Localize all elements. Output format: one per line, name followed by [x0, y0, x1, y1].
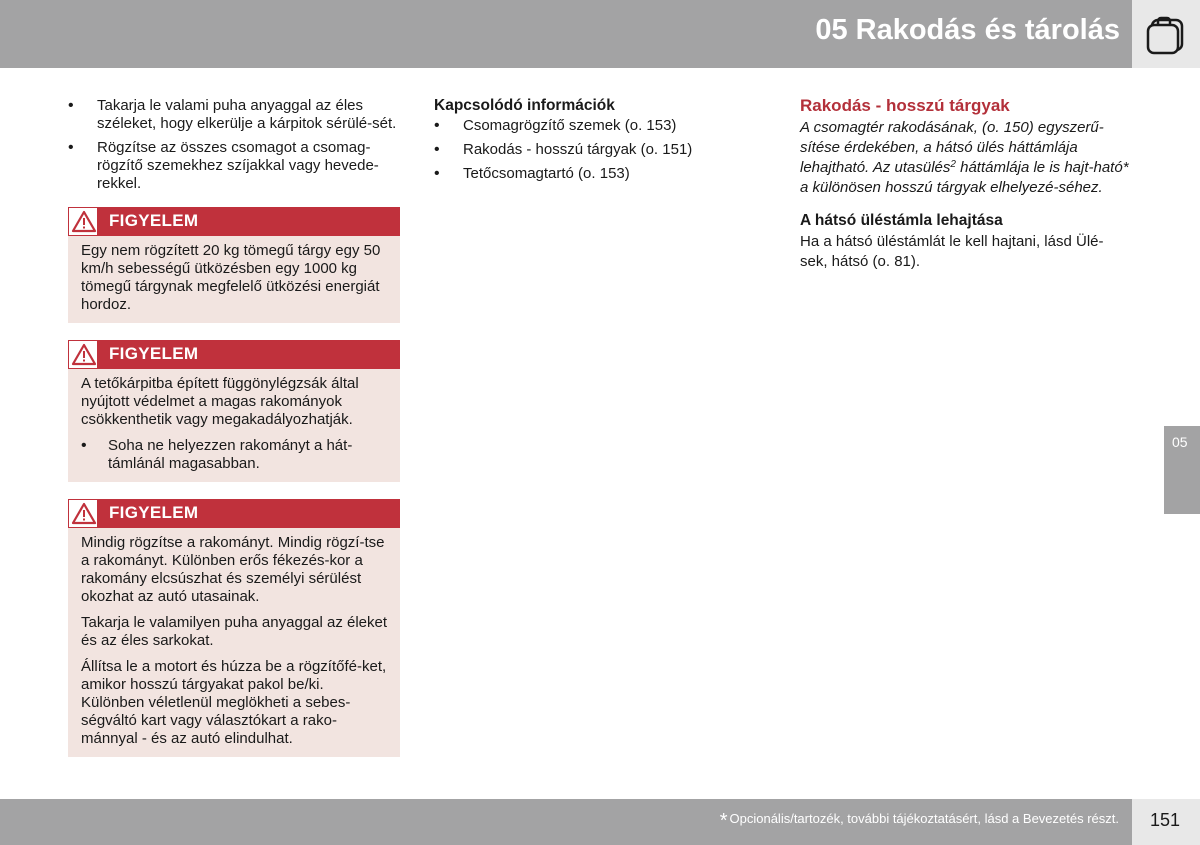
- chapter-side-tab[interactable]: [1164, 426, 1200, 514]
- section-intro-text: háttámlája le is hajt-ható* a különösen hosszú tárgyak elhelyezé-séhez.: [800, 159, 1129, 196]
- warning-box: [68, 499, 400, 757]
- section-title: Rakodás - hosszú tárgyak: [800, 96, 1010, 115]
- footnote: [720, 810, 1119, 833]
- related-link[interactable]: • Tetőcsomagtartó (o. 153): [434, 165, 734, 183]
- list-item: • Soha ne helyezzen rakományt a hát-támlánál magasabban.: [81, 437, 390, 473]
- page-number: 151: [1150, 810, 1181, 830]
- left-bullet-list: [68, 97, 400, 193]
- section-intro: [800, 118, 1130, 198]
- warning-header: [68, 499, 400, 528]
- footnote-marker: 2: [950, 159, 956, 170]
- warning-body: [68, 236, 400, 323]
- warning-box: [68, 340, 400, 482]
- warning-title: FIGYELEM: [109, 344, 199, 363]
- subsection-body: Ha a hátsó üléstámlát le kell hajtani, lásd Ülé-sek, hátsó (o. 81).: [800, 233, 1104, 270]
- related-link[interactable]: • Rakodás - hosszú tárgyak (o. 151): [434, 141, 734, 159]
- warning-bullet-list: [81, 437, 390, 473]
- warning-title: FIGYELEM: [109, 211, 199, 230]
- right-column: [800, 97, 1130, 272]
- warning-body: [68, 528, 400, 757]
- warning-text: Egy nem rögzített 20 kg tömegű tárgy egy 50 km/h sebességű ütközésben egy 1000 kg tömegű tárgynak megfelelő ütközési energiát hordoz.: [81, 242, 381, 313]
- left-column: [68, 97, 400, 757]
- list-item: • Rögzítse az összes csomagot a csomag-rögzítő szemekhez szíjakkal vagy hevede-rekkel.: [68, 139, 400, 193]
- section-intro-text: A csomagtér rakodásának, (o. 150) egyszerű-sítése érdekében, a hátsó ülés háttámlája lehajtható. Az utasülés: [800, 119, 1104, 176]
- warning-body: [68, 369, 400, 482]
- warning-header: [68, 207, 400, 236]
- chapter-title: 05 Rakodás és tárolás: [815, 14, 1120, 46]
- page-footer: [0, 799, 1132, 845]
- warning-box: [68, 207, 400, 323]
- footnote-text: Opcionális/tartozék, további tájékoztatásért, lásd a Bevezetés részt.: [729, 811, 1119, 826]
- subsection-heading: A hátsó üléstámla lehajtása: [800, 212, 1003, 229]
- footnote-star: *: [719, 810, 728, 832]
- warning-text: Takarja le valamilyen puha anyaggal az éleket és az éles sarkokat.: [81, 614, 388, 649]
- warning-text: Mindig rögzítse a rakományt. Mindig rögzí-tse a rakományt. Különben erős fékezés-kor a rakomány elcsúszhat és személyi sérülést okozhat az autó utasainak.: [81, 534, 385, 605]
- warning-text: A tetőkárpitba épített függönylégzsák által nyújtott védelmet a magas rakományok csökkenthetik vagy megakadályozhatják.: [81, 375, 359, 428]
- page-number-box: [1132, 799, 1200, 845]
- chapter-icon-box: [1132, 0, 1200, 68]
- related-info-heading: Kapcsolódó információk: [434, 97, 615, 114]
- list-item: • Takarja le valami puha anyaggal az éles széleket, hogy elkerülje a kárpitok sérülé-sét.: [68, 97, 400, 133]
- warning-header: [68, 340, 400, 369]
- warning-title: FIGYELEM: [109, 503, 199, 522]
- warning-triangle-icon: [68, 207, 98, 236]
- luggage-icon: [1142, 10, 1190, 58]
- chapter-side-tab-label: 05: [1172, 434, 1188, 450]
- chapter-header: [0, 0, 1132, 68]
- warning-text: Állítsa le a motort és húzza be a rögzítőfé-ket, amikor hosszú tárgyakat pakol be/ki. Különben véletlenül meglökheti a sebes-ségváltó kart vagy választókart a rako-mánnyal - és az autó elindulhat.: [81, 658, 387, 747]
- warning-triangle-icon: [68, 340, 98, 369]
- middle-column: [434, 97, 734, 189]
- related-links-list: [434, 117, 734, 183]
- related-link[interactable]: • Csomagrögzítő szemek (o. 153): [434, 117, 734, 135]
- warning-triangle-icon: [68, 499, 98, 528]
